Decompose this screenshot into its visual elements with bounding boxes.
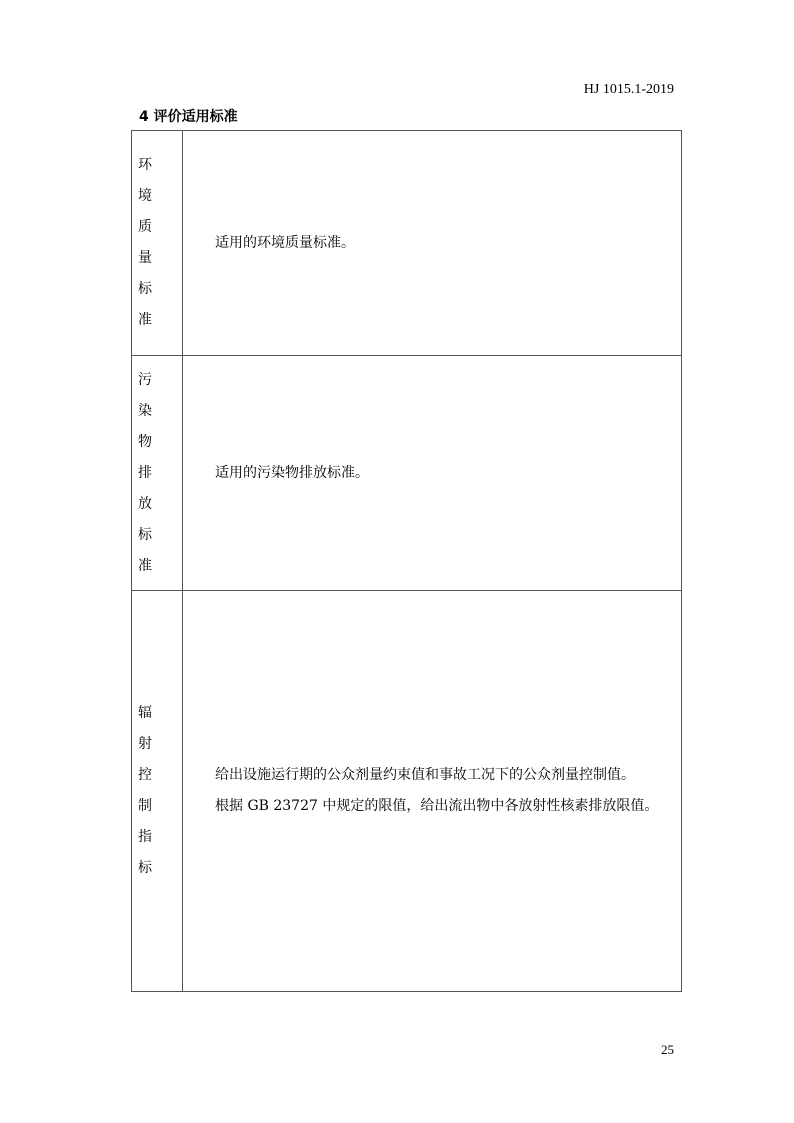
standard-code: HJ 1015.1-2019 (583, 82, 674, 97)
category-cell (132, 591, 183, 992)
table-row-pollutant-discharge (132, 356, 682, 591)
category-cell (132, 356, 183, 591)
evaluation-standards-table (131, 130, 682, 992)
content-line: 给出设施运行期的公众剂量约束值和事故工况下的公众剂量控制值。 (215, 767, 635, 783)
content-line: 适用的污染物排放标准。 (215, 464, 369, 481)
content-cell (183, 131, 682, 356)
category-label: 污染物排放标准 (138, 371, 162, 574)
category-cell (132, 131, 183, 356)
table-row-environmental-quality (132, 131, 682, 356)
page-number: 25 (661, 1042, 674, 1057)
category-label: 环境质量标准 (138, 157, 162, 328)
content-cell (183, 591, 682, 992)
content-line: 适用的环境质量标准。 (215, 234, 355, 251)
section-title: 4 评价适用标准 (139, 109, 238, 125)
category-label: 辐射控制指标 (138, 705, 162, 876)
content-cell (183, 356, 682, 591)
content-line: 根据 GB 23727 中规定的限值，给出流出物中各放射性核素排放限值。 (215, 798, 659, 814)
table-row-radiation-control (132, 591, 682, 992)
